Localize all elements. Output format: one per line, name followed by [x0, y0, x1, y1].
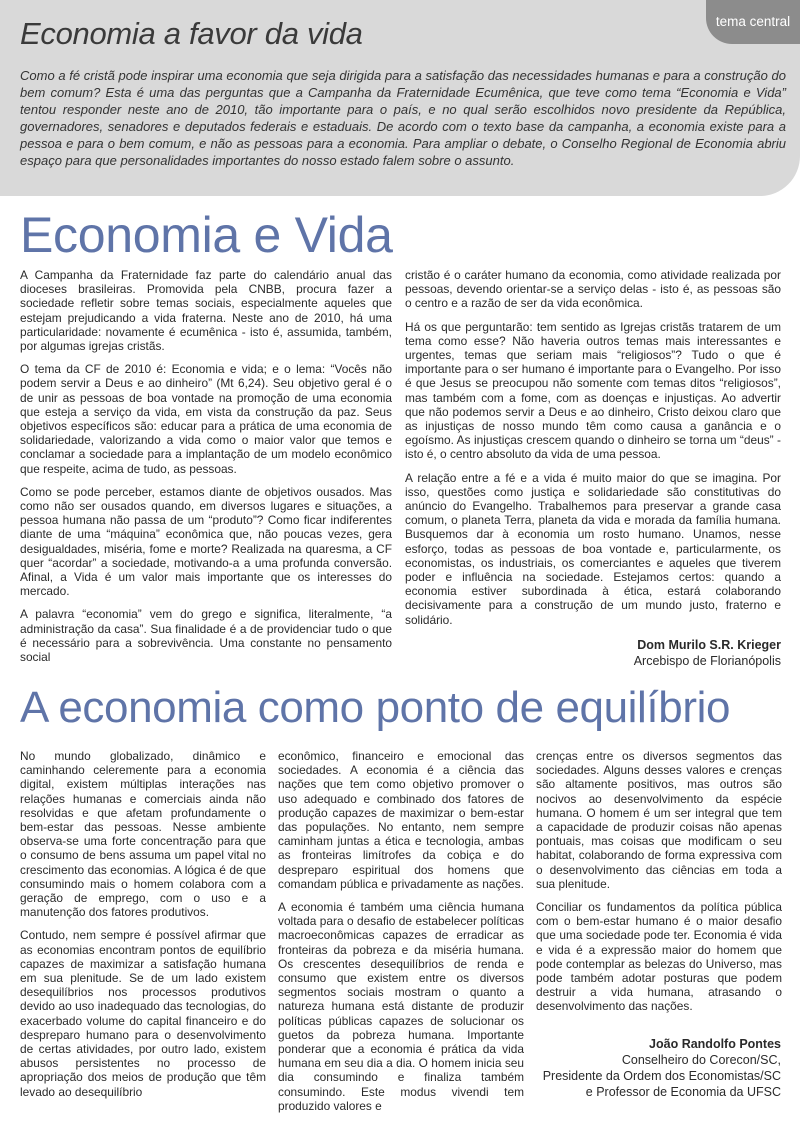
- paragraph: A palavra “economia” vem do grego e significa, literalmente, “a administração da casa”. Sua finalidade é a de providenciar tudo o que é necessário para a sobrevivência. Uma constante no pensamento social: [20, 607, 392, 665]
- author-role-line-1: Conselheiro do Corecon/SC,: [621, 1053, 781, 1067]
- page-title: Economia a favor da vida: [20, 16, 363, 51]
- article1-column-1: [20, 268, 392, 673]
- header-band: [0, 0, 800, 196]
- paragraph: A relação entre a fé e a vida é muito maior do que se imagina. Por isso, questões como justiça e solidariedade são constitutivas do anúncio do Evangelho. Trabalhemos para preservar a grande casa comum, o planeta Terra, planeta da vida e morada da família humana. Busquemos dar à economia um rosto humano. Unamos, nesse esforço, todas as pessoas de boa vontade e, particularmente, os economistas, os industriais, os comerciantes e aqueles que tiverem poder e influência na sociedade. Estejamos certos: quando a economia estiver subordinada à ética, estará colaborando decisivamente para a construção de um mundo justo, fraterno e solidário.: [405, 470, 781, 627]
- section-tab: tema central: [706, 0, 800, 44]
- author-role-line-3: e Professor de Economia da UFSC: [585, 1085, 781, 1099]
- intro-paragraph: Como a fé cristã pode inspirar uma economia que seja dirigida para a satisfação das necessidades humanas e para a construção do bem comum? Esta é uma das perguntas que a Campanha da Fraternidade Ecumênica, que teve como tema “Economia e Vida” tentou responder neste ano de 2010, tão importante para o país, e no qual serão escolhidos novo presidente da República, governadores, senadores e deputados federais e estaduais. De acordo com o texto base da campanha, a economia existe para a pessoa e para o bem comum, e não as pessoas para a economia. Para ampliar o debate, o Conselho Regional de Economia abriu espaço para que personalidades importantes do nosso estado falem sobre o assunto.: [20, 68, 786, 168]
- article2-column-1: [20, 749, 266, 1108]
- article1-column-2: [405, 268, 781, 636]
- paragraph: Conciliar os fundamentos da política pública com o bem-estar humano é o maior desafio que uma sociedade pode ter. Economia é vida e vida é a expressão maior do homem que pode contemplar as belezas do Universo, mas pode também adotar posturas que podem destruir a vida humana, atrasando o desenvolvimento das nações.: [536, 900, 782, 1014]
- paragraph: A economia é também uma ciência humana voltada para o desafio de estabelecer políticas macroeconômicas capazes de erradicar as fronteiras da pobreza e da miséria humana. Os crescentes desequilíbrios de renda e consumo que existem entre os diversos segmentos sociais mostram o quanto a natureza humana está distante de produzir políticas públicas capazes de solucionar os guetos da pobreza humana. Importante ponderar que a economia é prática da vida humana em seu dia a dia. O homem inicia seu dia consumindo e finaliza também consumindo. Este modus vivendi tem produzido valores e: [278, 900, 524, 1113]
- author-name: Dom Murilo S.R. Krieger: [637, 638, 781, 652]
- article1-title: Economia e Vida: [20, 207, 393, 263]
- author-role: Arcebispo de Florianópolis: [633, 654, 781, 668]
- paragraph: cristão é o caráter humano da economia, como atividade realizada por pessoas, devendo orientar-se a serviço delas - isto é, as pessoas são o centro e a razão de ser da vida econômica.: [405, 268, 781, 311]
- paragraph: econômico, financeiro e emocional das sociedades. A economia é a ciência das nações que tem como objetivo promover o uso adequado e combinado dos fatores de produção capazes de maximizar o bem-estar das populações. No entanto, nem sempre caminham juntas a ética e tecnologia, ambas as fronteiras limítrofes da cobiça e do despreparo espiritual dos homens que comandam pública e privadamente as nações.: [278, 749, 524, 891]
- author-name: João Randolfo Pontes: [649, 1037, 781, 1051]
- paragraph: Contudo, nem sempre é possível afirmar que as economias encontram pontos de equilíbrio capazes de maximizar a satisfação humana em sua plenitude. Se de um lado existem desequilíbrios nos processos produtivos devido ao uso inadequado das tecnologias, do exacerbado volume do capital financeiro e do despreparo humano para o desenvolvimento de certas atividades, por outro lado, existem abusos persistentes no processo de apropriação dos meios de produção que têm levado ao desequilíbrio: [20, 928, 266, 1099]
- article1-signature: [421, 637, 781, 669]
- paragraph: crenças entre os diversos segmentos das sociedades. Alguns desses valores e crenças são altamente positivos, mas outros são nocivos ao desenvolvimento da espécie humana. O homem é um ser integral que tem a capacidade de produzir coisas não apenas pontuais, mas coisas que modificam o seu habitat, colaborando de forma expressiva com o desenvolvimento das ciências em toda a sua plenitude.: [536, 749, 782, 891]
- paragraph: O tema da CF de 2010 é: Economia e vida; e o lema: “Vocês não podem servir a Deus e ao dinheiro” (Mt 6,24). Seu objetivo geral é o de unir as pessoas de boa vontade na promoção de uma economia que esteja a serviço da vida, em vista da construção da paz. Seus objetivos específicos são: educar para a prática de uma economia de solidariedade, valorizando a vida como o maior valor que temos e conclamar a sociedade para a implantação de um modelo econômico que respeite, acima de tudo, as pessoas.: [20, 362, 392, 476]
- paragraph: No mundo globalizado, dinâmico e caminhando celeremente para a economia digital, existem múltiplas interações nas relações humanas e comerciais ainda não resolvidas e que afetam profundamente o bem-estar das pessoas. Nesse ambiente observa-se uma forte concentração para que o consumo de bens assuma um papel vital no crescimento das economias. A lógica é de que consumindo mais o homem colabora com a geração de emprego, com o uso e a manutenção dos fatores produtivos.: [20, 749, 266, 920]
- article2-column-3: [536, 749, 782, 1023]
- article2-title: A economia como ponto de equilíbrio: [20, 683, 731, 732]
- article2-column-2: [278, 749, 524, 1122]
- article2-signature: [521, 1036, 781, 1100]
- paragraph: A Campanha da Fraternidade faz parte do calendário anual das dioceses brasileiras. Promovida pela CNBB, procura fazer a sociedade refletir sobre temas sociais, especialmente aqueles que estejam prejudicando a vida fraterna. Neste ano de 2010, há uma particularidade: novamente é ecumênica - isto é, assumida, também, por algumas igrejas cristãs.: [20, 268, 392, 354]
- paragraph: Há os que perguntarão: tem sentido as Igrejas cristãs tratarem de um tema como esse? Não haveria outros temas mais interessantes e urgentes, temas que seriam mais “religiosos”? Tudo o que é importante para o ser humano é importante para o Evangelho. Por isso é que Jesus se preocupou não somente com temas ditos “religiosos”, mas também com a fome, com as doenças e injustiças. Ao advertir que não podemos servir a Deus e ao dinheiro, Cristo deixou claro que as injustiças de nosso mundo têm como causa a ganância e o egoísmo. As injustiças crescem quando o dinheiro se torna um “deus” - isto é, o centro absoluto da vida de uma pessoa.: [405, 319, 781, 462]
- paragraph: Como se pode perceber, estamos diante de objetivos ousados. Mas como não ser ousados quando, em diversos lugares e situações, a pessoa humana não passa de um “produto”? Como ficar indiferentes diante de uma “máquina” econômica que, não poucas vezes, gera desigualdades, miséria, fome e morte? Realizada na quaresma, a CF quer “acordar” a sociedade, motivando-a a uma profunda conversão. Afinal, a Vida é um valor mais importante que os interesses do mercado.: [20, 484, 392, 599]
- author-role-line-2: Presidente da Ordem dos Economistas/SC: [542, 1069, 781, 1083]
